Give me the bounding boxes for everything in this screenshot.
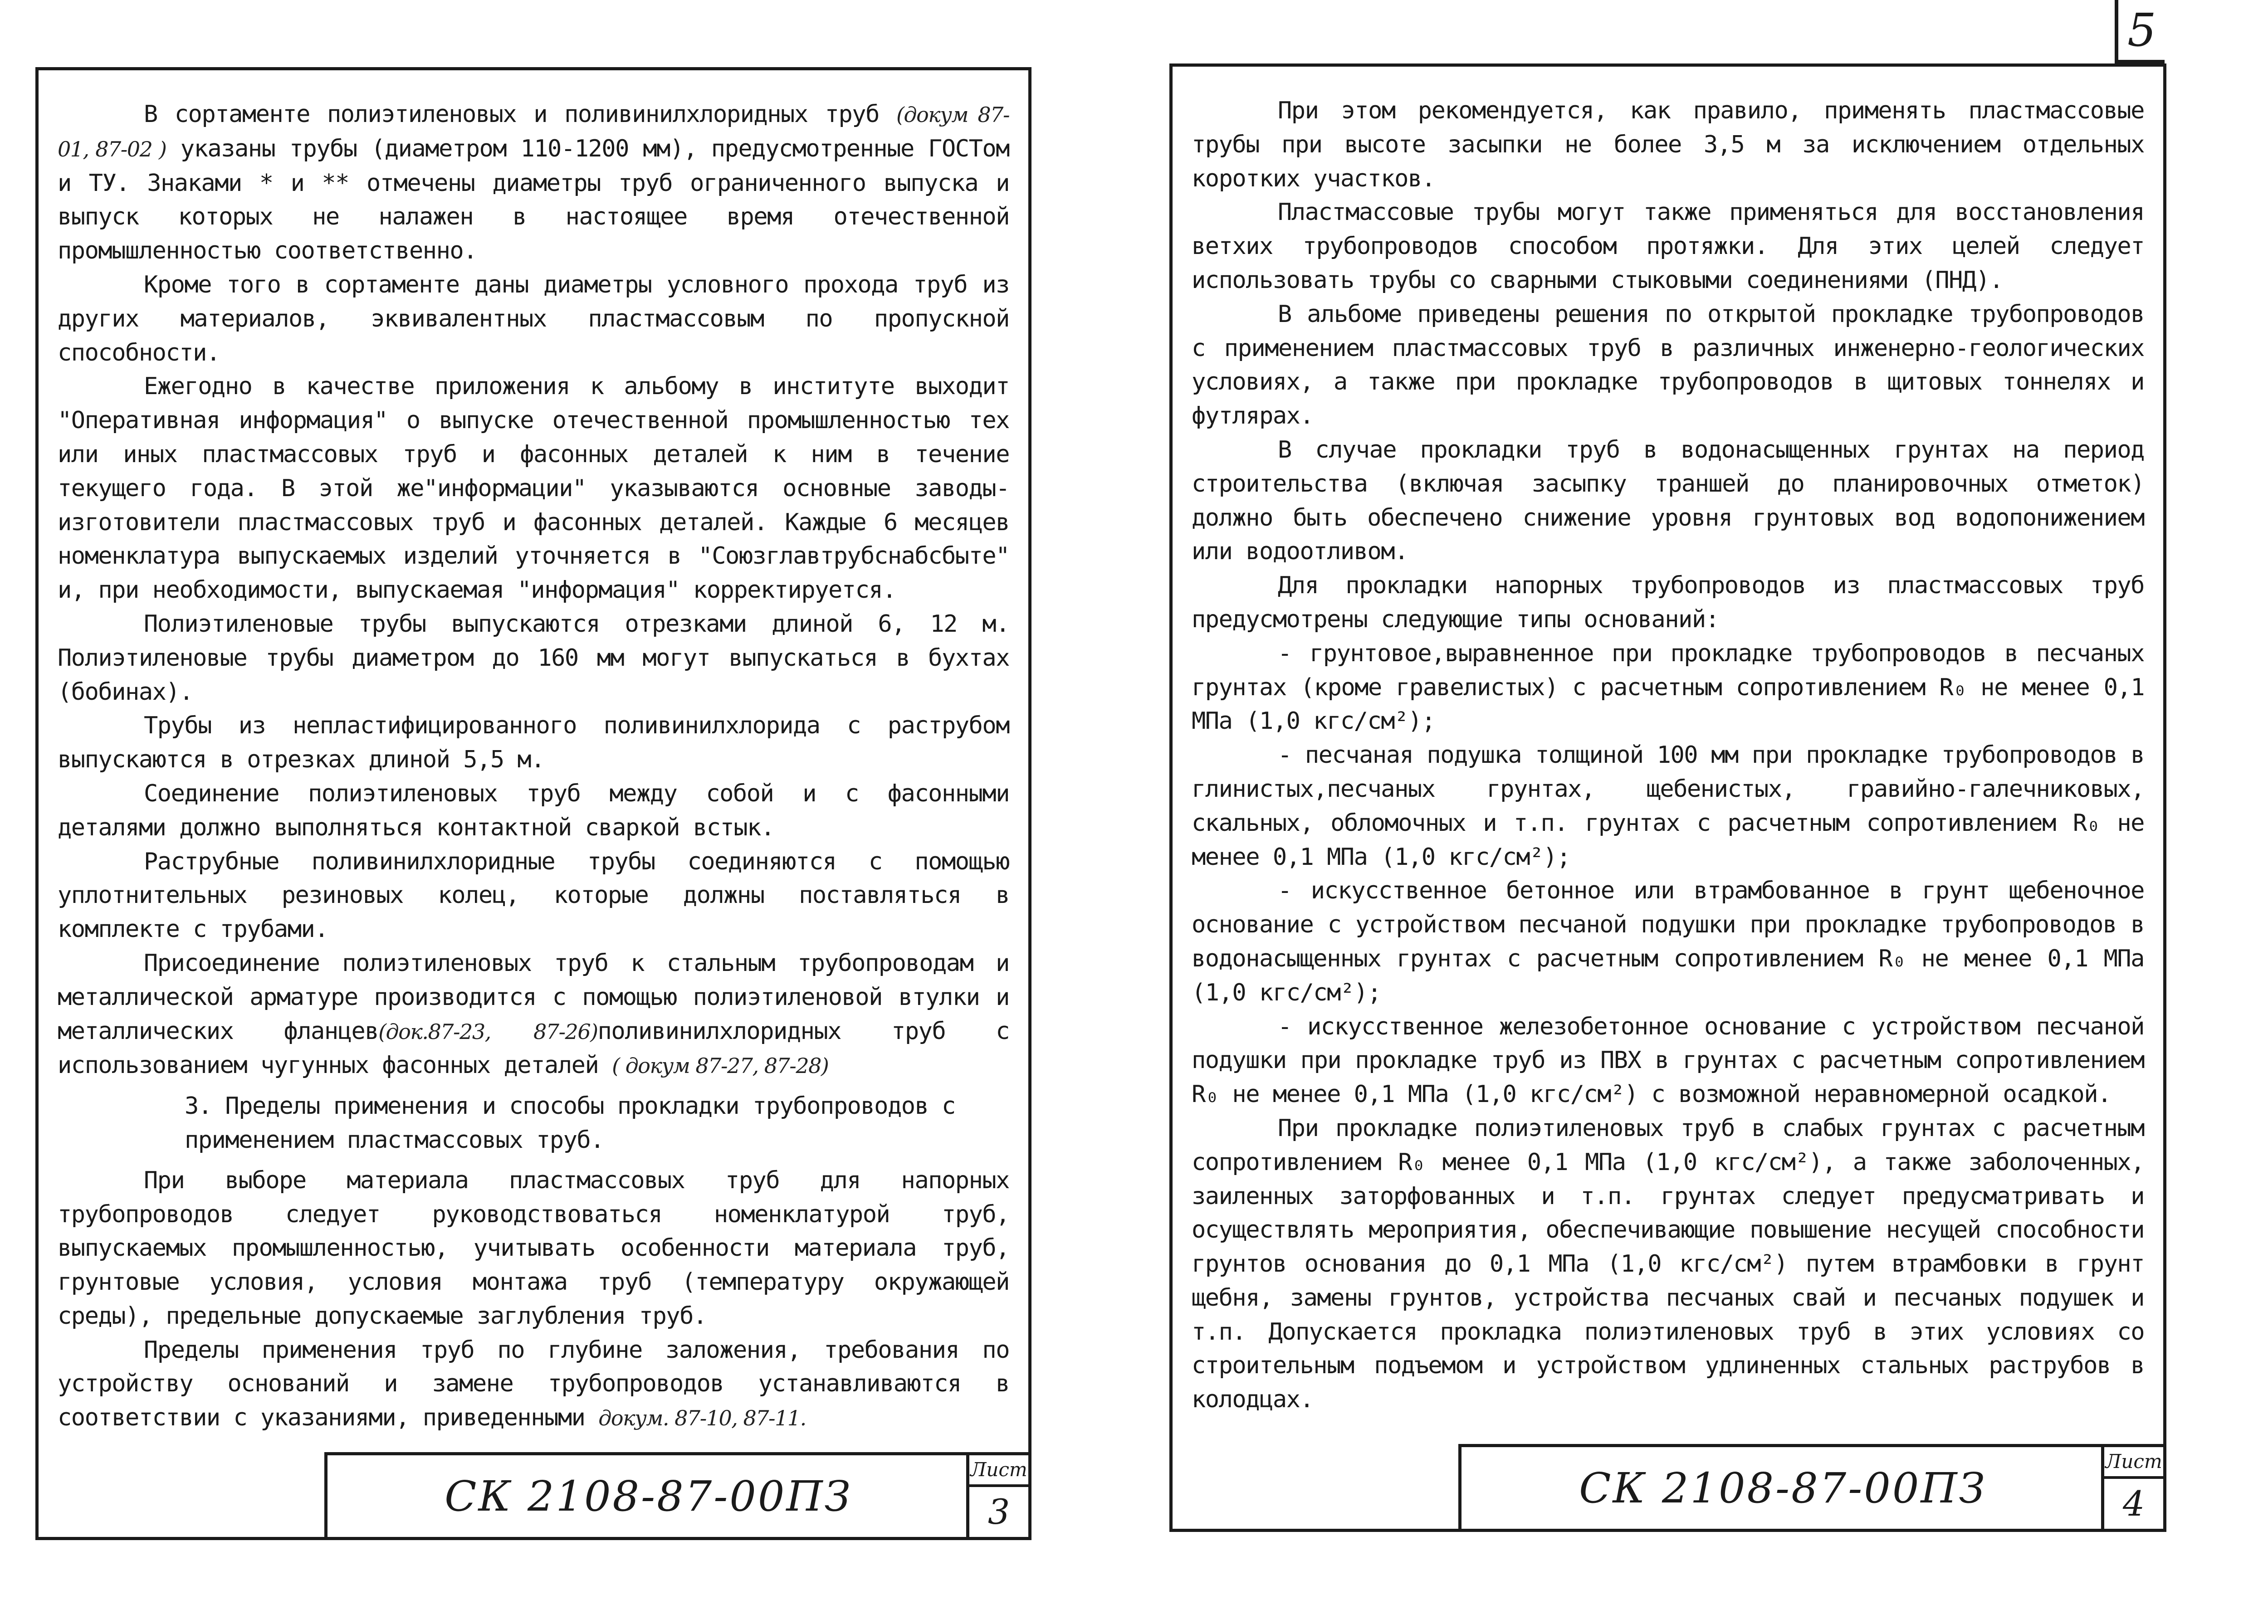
list-item: - искусственное бетонное или втрамбованное в грунт щебеночное основание с устройством песчаной подушки при прокладке трубопроводов в водонасыщенных грунтах с расчетным сопротивлением R₀ не менее 0,1 МПа (1,0 кгс/см²); — [1192, 877, 2144, 1006]
title-block — [1458, 1444, 2163, 1529]
sheet-number-box — [2101, 1447, 2163, 1529]
paragraph: Полиэтиленовые трубы выпускаются отрезками длиной 6, 12 м. Полиэтиленовые трубы диаметром до 160 мм могут выпускаться в бухтах (бобинах). — [58, 610, 1009, 706]
paragraph: Пределы применения труб по глубине заложения, требования по устройству оснований и замене трубопроводов устанавливаются в соответствии с указаниями, приведенными докум. 87-10, 87-11. — [58, 1336, 1009, 1432]
sheet-number: 3 — [987, 1492, 1010, 1532]
handwritten-reference: (докум 87-01, 87-02 ) — [58, 102, 1009, 161]
page-number-underline — [2115, 60, 2165, 63]
sheet-number-box — [966, 1455, 1028, 1537]
handwritten-reference: ( докум 87-27, 87-28) — [612, 1053, 829, 1078]
paragraph: При выборе материала пластмассовых труб для напорных трубопроводов следует руководствоваться номенклатурой труб, выпускаемых промышленностью, учитывать особенности материала труб, грунтовые условия, условия монтажа труб (температуру окружающей среды), предельные допускаемые заглубления труб. — [58, 1166, 1009, 1330]
paragraph: В альбоме приведены решения по открытой прокладке трубопроводов с применением пластмассовых труб в различных инженерно-геологических условиях, а также при прокладке трубопроводов в щитовых тоннелях и футлярах. — [1192, 300, 2144, 430]
document-code: СК 2108-87-00ПЗ — [1458, 1447, 2104, 1529]
paragraph: Ежегодно в качестве приложения к альбому в институте выходит "Оперативная информация" о выпуске отечественной промышленностью тех или иных пластмассовых труб и фасонных деталей к ним в течение текущего года. В этой же"информации" указываются основные заводы-изготовители пластмассовых труб и фасонных деталей. Каждые 6 месяцев номенклатура выпускаемых изделий уточняется в "Союзглавтрубснабсбыте" и, при необходимости, выпускаемая "информация" корректируется. — [58, 373, 1009, 604]
section-heading: 3. Пределы применения и способы прокладки трубопроводов с применением пластмассовых труб. — [185, 1092, 955, 1154]
list-item: - искусственное железобетонное основание с устройством песчаной подушки при прокладке труб из ПВХ в грунтах с расчетным сопротивлением R₀ не менее 0,1 МПа (1,0 кгс/см²) с возможной неравномерной осадкой. — [1192, 1013, 2144, 1108]
sheet-label: Лист — [2104, 1447, 2163, 1479]
document-code: СК 2108-87-00ПЗ — [324, 1455, 969, 1537]
paragraph: Соединение полиэтиленовых труб между собой и с фасонными деталями должно выполняться контактной сваркой встык. — [58, 780, 1009, 841]
list-item: - песчаная подушка толщиной 100 мм при прокладке трубопроводов в глинистых,песчаных грунтах, щебенистых, гравийно-галечниковых, скальных, обломочных и т.п. грунтах с расчетным сопротивлением R₀ не менее 0,1 МПа (1,0 кгс/см²); — [1192, 741, 2144, 871]
left-sheet — [35, 67, 1031, 1540]
left-sheet-text — [58, 98, 1009, 1435]
paragraph: Пластмассовые трубы могут также применяться для восстановления ветхих трубопроводов способом протяжки. Для этих целей следует использовать трубы со сварными стыковыми соединениями (ПНД). — [1192, 199, 2144, 294]
title-block — [324, 1452, 1028, 1537]
paragraph: Для прокладки напорных трубопроводов из пластмассовых труб предусмотрены следующие типы оснований: — [1192, 572, 2144, 633]
paragraph: При прокладке полиэтиленовых труб в слабых грунтах с расчетным сопротивлением R₀ менее 0,1 МПа (1,0 кгс/см²), а также заболоченных, заиленных заторфованных и т.п. грунтах следует предусматривать и осуществлять мероприятия, обеспечивающие повышение несущей способности грунтов основания до 0,1 МПа (1,0 кгс/см²) путем втрамбовки в грунт щебня, замены грунтов, устройства песчаных свай и песчаных подушек и т.п. Допускается прокладка полиэтиленовых труб в этих условиях со строительным подъемом и устройством удлиненных стальных раструбов в колодцах. — [1192, 1114, 2144, 1414]
paragraph: Раструбные поливинилхлоридные трубы соединяются с помощью уплотнительных резиновых колец, которые должны поставляться в комплекте с трубами. — [58, 848, 1009, 943]
paragraph: В случае прокладки труб в водонасыщенных грунтах на период строительства (включая засыпку траншей до планировочных отметок) должно быть обеспечено снижение уровня грунтовых вод водопонижением или водоотливом. — [1192, 436, 2144, 566]
paragraph: Присоединение полиэтиленовых труб к стальным трубопроводам и металлической арматуре производится с помощью полиэтиленовой втулки и металлических фланцев(док.87-23, 87-26)поливинилхлоридных труб с использованием чугунных фасонных деталей ( докум 87-27, 87-28) — [58, 949, 1010, 1079]
sheet-number: 4 — [2122, 1483, 2145, 1524]
right-sheet — [1169, 63, 2166, 1532]
page-number-bracket — [2115, 0, 2118, 63]
list-item: - грунтовое,выравненное при прокладке трубопроводов в песчаных грунтах (кроме гравелистых) с расчетным сопротивлением R₀ не менее 0,1 МПа (1,0 кгс/см²); — [1192, 639, 2144, 735]
handwritten-reference: (док.87-23, 87-26) — [378, 1019, 598, 1044]
handwritten-reference: докум. 87-10, 87-11. — [598, 1406, 806, 1431]
paragraph: Кроме того в сортаменте даны диаметры условного прохода труб из других материалов, эквивалентных пластмассовым по пропускной способности. — [58, 271, 1009, 366]
paragraph: В сортаменте полиэтиленовых и поливинилхлоридных труб (докум 87-01, 87-02 ) указаны трубы (диаметром 110-1200 мм), предусмотренные ГОСТом и ТУ. Знаками * и ** отмечены диаметры труб ограниченного выпуска и выпуск которых не налажен в настоящее время отечественной промышленностью соответственно. — [58, 101, 1009, 265]
paragraph: При этом рекомендуется, как правило, применять пластмассовые трубы при высоте засыпки не более 3,5 м за исключением отдельных коротких участков. — [1192, 97, 2144, 192]
right-sheet-text — [1192, 94, 2144, 1417]
paragraph: Трубы из непластифицированного поливинилхлорида с раструбом выпускаются в отрезках длиной 5,5 м. — [58, 712, 1009, 774]
sheet-label: Лист — [969, 1455, 1028, 1487]
page-number: 5 — [2127, 4, 2156, 57]
